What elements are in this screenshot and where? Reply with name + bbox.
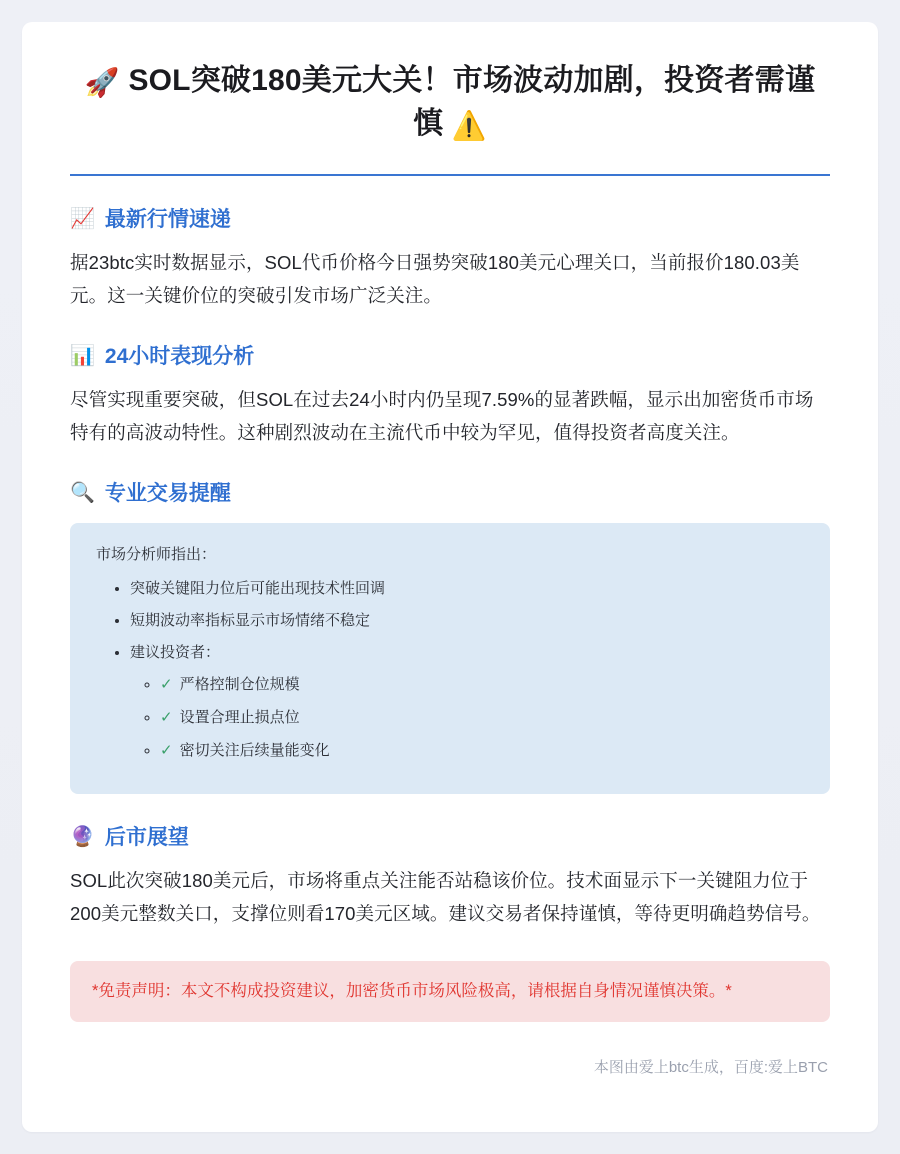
bar-chart-icon: 📊 xyxy=(70,345,95,368)
section-heading-text: 24小时表现分析 xyxy=(104,344,255,368)
warning-icon: ⚠️ xyxy=(451,109,487,141)
check-icon: ✓ xyxy=(160,676,173,694)
disclaimer-box: *免责声明：本文不构成投资建议，加密货币市场风险极高，请根据自身情况谨慎决策。* xyxy=(70,961,830,1022)
chart-up-icon: 📈 xyxy=(70,208,95,231)
list-item xyxy=(160,739,804,764)
list-item-label: 建议投资者： xyxy=(130,643,221,661)
article-card xyxy=(22,22,878,1132)
list-item xyxy=(130,641,804,764)
rocket-icon: 🚀 xyxy=(84,67,120,98)
list-item-label: 密切关注后续量能变化 xyxy=(179,741,330,759)
tips-sublist xyxy=(130,673,804,763)
section-heading-text: 最新行情速递 xyxy=(104,207,231,231)
trading-tips-box xyxy=(70,523,830,794)
list-item: • 短期波动率指标显示市场情绪不稳定 xyxy=(130,609,804,634)
list-item xyxy=(160,706,804,731)
list-item xyxy=(160,673,804,698)
check-icon: ✓ xyxy=(160,709,173,727)
section-heading-text: 后市展望 xyxy=(104,825,189,849)
section-paragraph-24h-analysis: 尽管实现重要突破，但SOL在过去24小时内仍呈现7.59%的显著跌幅，显示出加密货币市场特有的高波动特性。这种剧烈波动在主流代币中较为罕见，值得投资者高度关注。 xyxy=(70,388,814,443)
section-paragraph-outlook: SOL此次突破180美元后，市场将重点关注能否站稳该价位。技术面显示下一关键阻力位于200美元整数关口，支撑位则看170美元区域。建议交易者保持谨慎，等待更明确趋势信号。 xyxy=(70,869,821,924)
section-heading-text: 专业交易提醒 xyxy=(104,481,231,505)
tips-list xyxy=(96,577,804,764)
section-heading-trading-tips xyxy=(70,480,830,507)
list-item: • 突破关键阻力位后可能出现技术性回调 xyxy=(130,577,804,602)
page-title xyxy=(70,60,830,146)
section-heading-24h-analysis xyxy=(70,343,830,370)
check-icon: ✓ xyxy=(160,741,173,759)
list-item-label: 设置合理止损点位 xyxy=(179,709,300,727)
section-heading-outlook xyxy=(70,824,830,851)
footer-credit: 本图由爱上btc生成，百度:爱上BTC xyxy=(593,1059,828,1077)
title-divider xyxy=(70,174,830,176)
section-heading-market-update xyxy=(70,206,830,233)
section-paragraph-market-update: 据23btc实时数据显示，SOL代币价格今日强势突破180美元心理关口，当前报价180.03美元。这一关键价位的突破引发市场广泛关注。 xyxy=(70,251,800,306)
page-title-text: SOL突破180美元大关！市场波动加剧，投资者需谨慎 xyxy=(128,64,816,140)
tips-lead-text: 市场分析师指出： xyxy=(96,546,217,564)
magnifier-icon: 🔍 xyxy=(70,482,95,505)
list-item-label: 严格控制仓位规模 xyxy=(179,676,300,694)
crystal-ball-icon: 🔮 xyxy=(70,826,95,849)
